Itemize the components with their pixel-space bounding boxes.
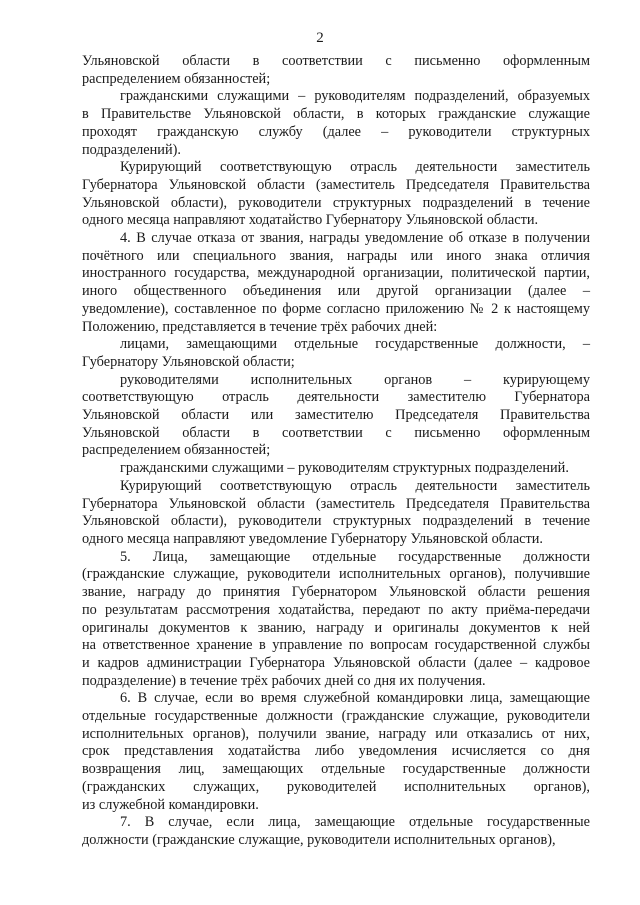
text-line: Ульяновской области в соответствии с письменно оформленным bbox=[82, 53, 590, 69]
text-line: одного месяца направляют ходатайство Губернатору Ульяновской области. bbox=[82, 212, 539, 229]
text-line: Курирующий соответствующую отрасль деятельности заместитель bbox=[120, 159, 590, 176]
paragraph bbox=[82, 230, 590, 336]
text-line: (гражданских служащих, руководителей исполнительных органов), bbox=[82, 778, 590, 795]
text-line: 7. В случае, если лица, замещающие отдельные государственные bbox=[120, 814, 590, 831]
text-line: отдельные государственные должности (гражданские служащие, руководители bbox=[82, 708, 590, 725]
paragraph bbox=[82, 549, 590, 691]
text-line: Губернатора Ульяновской области (заместитель Председателя Правительства bbox=[82, 176, 590, 193]
text-line: по результатам рассмотрения ходатайства, передают по акту приёма-передачи bbox=[82, 601, 590, 618]
text-line: подразделение) в течение трёх рабочих дней со дня их получения. bbox=[82, 672, 486, 689]
text-line: распределением обязанностей; bbox=[82, 442, 271, 459]
text-line: возвращения лиц, замещающих отдельные государственные должности bbox=[82, 761, 590, 778]
paragraph bbox=[82, 460, 590, 478]
text-line: гражданскими служащими – руководителям структурных подразделений. bbox=[120, 460, 569, 477]
text-line: Ульяновской области), руководители структурных подразделений в течение bbox=[82, 194, 590, 211]
text-line: исполнительных органов), получили звание, награду или отказались от них, bbox=[82, 725, 590, 742]
document-body bbox=[82, 53, 590, 850]
text-line: иностранного государства, международной организации, политической партии, bbox=[82, 265, 590, 282]
paragraph bbox=[82, 53, 590, 88]
text-line: Ульяновской области или заместителю Председателя Правительства bbox=[82, 407, 590, 424]
text-line: уведомление), составленное по форме согласно приложению № 2 к настоящему bbox=[82, 300, 590, 317]
paragraph bbox=[82, 159, 590, 230]
text-line: подразделений). bbox=[82, 141, 181, 158]
text-line: почётного или специального звания, награды или иного знака отличия bbox=[82, 247, 590, 264]
text-line: 6. В случае, если во время служебной командировки лица, замещающие bbox=[120, 690, 590, 707]
text-line: (гражданские служащие, руководители исполнительных органов), получившие bbox=[82, 566, 590, 583]
text-line: Губернатора Ульяновской области (заместитель Председателя Правительства bbox=[82, 495, 590, 512]
text-line: 4. В случае отказа от звания, награды уведомление об отказе в получении bbox=[120, 230, 590, 247]
text-line: лицами, замещающими отдельные государственные должности, – bbox=[120, 336, 590, 353]
text-line: Положению, представляется в течение трёх рабочих дней: bbox=[82, 318, 438, 335]
text-line: срок представления ходатайства либо уведомления исчисляется со дня bbox=[82, 743, 590, 760]
text-line: должности (гражданские служащие, руководители исполнительных органов), bbox=[82, 831, 556, 848]
text-line: одного месяца направляют уведомление Губернатору Ульяновской области. bbox=[82, 530, 543, 547]
text-line: Ульяновской области), руководители структурных подразделений в течение bbox=[82, 513, 590, 530]
text-line: оригиналы документов к званию, награду и оригиналы документов к ней bbox=[82, 619, 590, 636]
text-line: руководителями исполнительных органов – курирующему bbox=[120, 371, 590, 388]
text-line: Ульяновской области в соответствии с письменно оформленным bbox=[82, 424, 590, 441]
paragraph bbox=[82, 478, 590, 549]
text-line: в Правительстве Ульяновской области, в которых гражданские служащие bbox=[82, 106, 590, 123]
text-line: гражданскими служащими – руководителям подразделений, образуемых bbox=[120, 88, 590, 105]
text-line: соответствующую отрасль деятельности заместителю Губернатора bbox=[82, 389, 590, 406]
text-line: 5. Лица, замещающие отдельные государственные должности bbox=[120, 548, 590, 565]
paragraph bbox=[82, 336, 590, 371]
paragraph bbox=[82, 372, 590, 461]
paragraph bbox=[82, 690, 590, 814]
page-number: 2 bbox=[316, 30, 324, 46]
text-line: иного общественного объединения или другой организации (далее – bbox=[82, 283, 590, 300]
text-line: Курирующий соответствующую отрасль деятельности заместитель bbox=[120, 477, 590, 494]
paragraph bbox=[82, 814, 590, 849]
text-line: и кадров администрации Губернатора Ульяновской области (далее – кадровое bbox=[82, 654, 590, 671]
text-line: звание, награду до принятия Губернатором Ульяновской области решения bbox=[82, 584, 590, 601]
text-line: распределением обязанностей; bbox=[82, 70, 271, 87]
paragraph bbox=[82, 88, 590, 159]
text-line: из служебной командировки. bbox=[82, 796, 259, 813]
text-line: проходят гражданскую службу (далее – руководители структурных bbox=[82, 123, 590, 140]
text-line: Губернатору Ульяновской области; bbox=[82, 353, 295, 370]
text-line: на ответственное хранение в управление по вопросам государственной службы bbox=[82, 637, 590, 654]
